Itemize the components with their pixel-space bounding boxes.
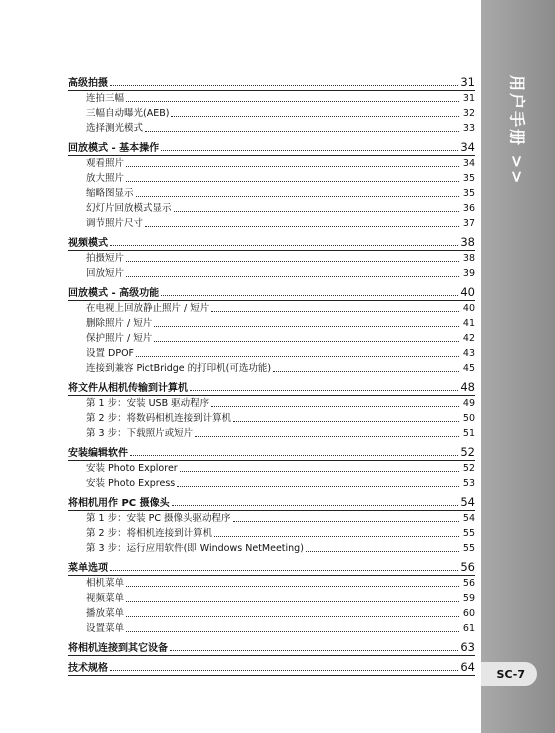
toc-entry[interactable] — [68, 331, 475, 346]
toc-entry-page: 34 — [462, 158, 475, 169]
toc-entry-label: 视频菜单 — [86, 593, 125, 604]
toc-entry-label: 三幅自动曝光(AEB) — [86, 108, 170, 119]
toc-heading-page: 56 — [460, 560, 475, 574]
toc-heading-page: 38 — [460, 235, 475, 249]
leader-dots — [211, 405, 459, 407]
leader-dots — [177, 485, 459, 487]
toc-heading[interactable] — [68, 75, 475, 91]
toc-entry-label: 在电视上回放静止照片 / 短片 — [86, 303, 210, 314]
leader-dots — [190, 389, 458, 391]
leader-dots — [306, 550, 459, 552]
leader-dots — [126, 100, 459, 102]
toc-heading-title: 安装编辑软件 — [68, 448, 128, 459]
toc-entry-page: 53 — [462, 478, 475, 489]
toc-heading[interactable] — [68, 495, 475, 511]
leader-dots — [233, 420, 459, 422]
toc-entry-page: 31 — [462, 93, 475, 104]
toc-entry[interactable] — [68, 411, 475, 426]
toc-section — [68, 235, 475, 281]
toc-heading[interactable] — [68, 380, 475, 396]
toc-heading-title: 将相机用作 PC 摄像头 — [68, 498, 170, 509]
leader-dots — [214, 535, 459, 537]
leader-dots — [136, 195, 459, 197]
toc-section — [68, 445, 475, 491]
toc-entry-label: 放大照片 — [86, 173, 125, 184]
toc-entry-label: 连接到兼容 PictBridge 的打印机(可选功能) — [86, 363, 272, 374]
toc-entry[interactable] — [68, 361, 475, 376]
leader-dots — [211, 310, 459, 312]
leader-dots — [126, 275, 459, 277]
toc-entry[interactable] — [68, 216, 475, 231]
leader-dots — [174, 210, 459, 212]
toc-entry[interactable] — [68, 171, 475, 186]
toc-entry-page: 45 — [462, 363, 475, 374]
toc-entry[interactable] — [68, 576, 475, 591]
page-number-tab — [481, 662, 537, 686]
toc-entry-page: 61 — [462, 623, 475, 634]
leader-dots — [110, 84, 458, 86]
toc-heading-title: 高级拍摄 — [68, 78, 108, 89]
leader-dots — [195, 435, 459, 437]
toc-entry[interactable] — [68, 91, 475, 106]
toc-entry-page: 43 — [462, 348, 475, 359]
toc-entry[interactable] — [68, 186, 475, 201]
leader-dots — [171, 115, 459, 117]
leader-dots — [154, 340, 459, 342]
toc-entry[interactable] — [68, 316, 475, 331]
toc-entry[interactable] — [68, 106, 475, 121]
toc-heading-title: 回放模式 - 基本操作 — [68, 143, 160, 154]
toc-heading-title: 技术规格 — [68, 663, 108, 674]
leader-dots — [110, 569, 458, 571]
toc-entry[interactable] — [68, 591, 475, 606]
toc-heading-title: 回放模式 - 高级功能 — [68, 288, 160, 299]
toc-entry[interactable] — [68, 511, 475, 526]
leader-dots — [126, 630, 459, 632]
toc-section — [68, 495, 475, 556]
toc-section — [68, 75, 475, 136]
toc-entry-page: 51 — [462, 428, 475, 439]
toc-section — [68, 380, 475, 441]
toc-heading-page: 48 — [460, 380, 475, 394]
toc-section — [68, 640, 475, 656]
leader-dots — [161, 149, 458, 151]
toc-entry-label: 第 3 步：运行应用软件(即 Windows NetMeeting) — [86, 543, 304, 554]
toc-entry-page: 33 — [462, 123, 475, 134]
leader-dots — [170, 649, 458, 651]
toc-entry[interactable] — [68, 346, 475, 361]
leader-dots — [145, 225, 459, 227]
toc-entry-label: 设置菜单 — [86, 623, 125, 634]
leader-dots — [154, 325, 459, 327]
toc-entry[interactable] — [68, 266, 475, 281]
toc-entry-label: 第 2 步：将数码相机连接到计算机 — [86, 413, 232, 424]
toc-entry[interactable] — [68, 251, 475, 266]
toc-heading-page: 40 — [460, 285, 475, 299]
toc-entry[interactable] — [68, 461, 475, 476]
page-number: SC-7 — [496, 667, 525, 681]
toc-entry-page: 41 — [462, 318, 475, 329]
toc-entry-page: 38 — [462, 253, 475, 264]
sidebar-title — [481, 70, 555, 190]
toc-entry[interactable] — [68, 426, 475, 441]
sidebar — [481, 0, 555, 733]
toc-entry-page: 49 — [462, 398, 475, 409]
toc-entry-label: 安装 Photo Express — [86, 478, 176, 489]
toc-entry[interactable] — [68, 156, 475, 171]
leader-dots — [233, 520, 460, 522]
toc-section — [68, 140, 475, 231]
toc-entry-label: 幻灯片回放模式显示 — [86, 203, 172, 214]
toc-entry[interactable] — [68, 606, 475, 621]
toc-section — [68, 285, 475, 376]
toc-entry-page: 52 — [462, 463, 475, 474]
toc-entry-page: 55 — [462, 543, 475, 554]
toc-entry-page: 35 — [462, 188, 475, 199]
toc-entry-label: 连拍三幅 — [86, 93, 125, 104]
toc-heading-page: 31 — [460, 75, 475, 89]
toc-entry-page: 56 — [462, 578, 475, 589]
toc-entry-label: 第 1 步：安装 PC 摄像头驱动程序 — [86, 513, 231, 524]
leader-dots — [126, 180, 459, 182]
toc-entry-label: 保护照片 / 短片 — [86, 333, 153, 344]
toc-entry[interactable] — [68, 301, 475, 316]
toc-entry-page: 55 — [462, 528, 475, 539]
toc-section — [68, 660, 475, 676]
toc-entry-label: 拍摄短片 — [86, 253, 125, 264]
toc-heading[interactable] — [68, 640, 475, 656]
leader-dots — [273, 370, 459, 372]
toc-entry-label: 调节照片尺寸 — [86, 218, 144, 229]
toc-heading-title: 将文件从相机传输到计算机 — [68, 383, 188, 394]
toc-entry-page: 35 — [462, 173, 475, 184]
toc-entry[interactable] — [68, 396, 475, 411]
leader-dots — [126, 165, 459, 167]
leader-dots — [145, 130, 459, 132]
toc-entry-label: 第 3 步：下载照片或短片 — [86, 428, 194, 439]
toc-heading-page: 63 — [460, 640, 475, 654]
leader-dots — [110, 669, 458, 671]
toc-entry-page: 59 — [462, 593, 475, 604]
toc-entry-label: 设置 DPOF — [86, 348, 135, 359]
toc-entry-page: 37 — [462, 218, 475, 229]
toc-entry-page: 40 — [462, 303, 475, 314]
leader-dots — [136, 355, 459, 357]
toc-entry-page: 60 — [462, 608, 475, 619]
toc-heading-page: 34 — [460, 140, 475, 154]
toc-entry-page: 42 — [462, 333, 475, 344]
leader-dots — [130, 454, 458, 456]
toc-heading[interactable] — [68, 140, 475, 156]
toc-entry[interactable] — [68, 201, 475, 216]
toc-entry[interactable] — [68, 121, 475, 136]
toc-entry[interactable] — [68, 541, 475, 556]
toc-entry[interactable] — [68, 621, 475, 636]
toc-heading-title: 菜单选项 — [68, 563, 108, 574]
leader-dots — [126, 260, 459, 262]
toc-heading[interactable] — [68, 285, 475, 301]
toc-heading[interactable] — [68, 445, 475, 461]
toc-entry-label: 安装 Photo Explorer — [86, 463, 178, 474]
leader-dots — [126, 615, 459, 617]
toc-entry-label: 缩略图显示 — [86, 188, 134, 199]
toc-entry-label: 选择测光模式 — [86, 123, 144, 134]
toc-heading[interactable] — [68, 235, 475, 251]
leader-dots — [180, 470, 459, 472]
toc-entry-page: 39 — [462, 268, 475, 279]
toc-heading-page: 52 — [460, 445, 475, 459]
toc-heading-page: 54 — [460, 495, 475, 509]
toc-entry[interactable] — [68, 476, 475, 491]
toc-heading-page: 64 — [460, 660, 475, 674]
toc-entry[interactable] — [68, 526, 475, 541]
toc-entry-label: 播放菜单 — [86, 608, 125, 619]
toc-entry-label: 删除照片 / 短片 — [86, 318, 153, 329]
toc-entry-page: 32 — [462, 108, 475, 119]
toc-entry-page: 36 — [462, 203, 475, 214]
toc-entry-label: 观看照片 — [86, 158, 125, 169]
leader-dots — [110, 244, 458, 246]
toc-heading-title: 将相机连接到其它设备 — [68, 643, 168, 654]
leader-dots — [126, 585, 459, 587]
toc-entry-label: 第 2 步：将相机连接到计算机 — [86, 528, 213, 539]
toc-entry-label: 第 1 步：安装 USB 驱动程序 — [86, 398, 210, 409]
toc-entry-page: 50 — [462, 413, 475, 424]
toc-entry-page: 54 — [462, 513, 475, 524]
leader-dots — [161, 294, 458, 296]
toc-section — [68, 560, 475, 636]
toc-entry-label: 相机菜单 — [86, 578, 125, 589]
leader-dots — [126, 600, 459, 602]
toc-heading[interactable] — [68, 660, 475, 676]
sidebar-title-text: 用户手册 >> — [507, 74, 527, 186]
table-of-contents — [68, 72, 475, 680]
leader-dots — [172, 504, 459, 506]
toc-heading[interactable] — [68, 560, 475, 576]
toc-heading-title: 视频模式 — [68, 238, 108, 249]
toc-entry-label: 回放短片 — [86, 268, 125, 279]
